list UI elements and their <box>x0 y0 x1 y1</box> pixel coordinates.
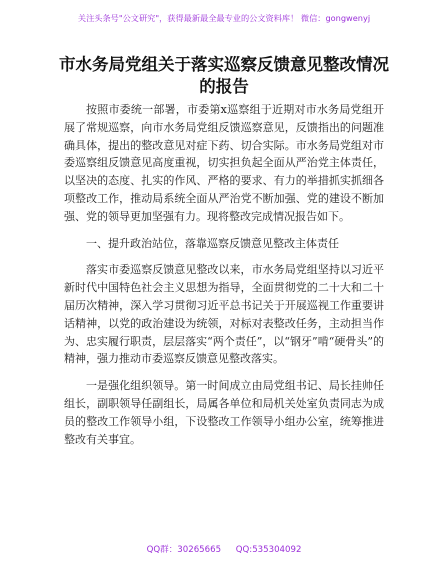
section-1-paragraph-1: 落实市委巡察反馈意见整改以来，市水务局党组坚持以习近平新时代中国特色社会主义思想为指导，全面贯彻党的二十大和二十届历次精神，深入学习贯彻习近平总书记关于开展巡视工作重要讲话精神，以党的政治建设为统领，对标对表整改任务，主动担当作为、忠实履行职责，层层落实“两个责任”，以“钢牙”啃“硬骨头”的精神，强力推动市委巡察反馈意见整改落实。 <box>64 263 384 366</box>
footer-contact <box>100 544 348 556</box>
intro-paragraph: 按照市委统一部署，市委第x巡察组于近期对市水务局党组开展了常规巡察，向市水务局党组反馈巡察意见，反馈指出的问题准确具体，提出的整改意见对症下药、切合实际。市水务局党组对市委巡察组反馈意见高度重视，切实担负起全面从严治党主体责任，以坚决的态度、扎实的作风、严格的要求、有力的举措抓实抓细各项整改工作，推动局系统全面从严治党不断加强、党的建设不断加强、党的领导更加坚强有力。现将整改完成情况报告如下。 <box>64 103 384 223</box>
section-1-paragraph-2: 一是强化组织领导。第一时间成立由局党组书记、局长挂帅任组长，副职领导任副组长，局属各单位和局机关处室负责同志为成员的整改工作领导小组，下设整改工作领导小组办公室，统筹推进整改有关事宜。 <box>64 379 384 446</box>
footer-qq: QQ:535304092 <box>235 545 302 555</box>
header-banner: 关注头条号"公文研究"，获得最新最全最专业的公文资料库！ 微信：gongwenyj <box>77 13 371 23</box>
title-line-1: 市水务局党组关于落实巡察反馈意见整改情况 <box>59 55 389 74</box>
section-1-heading: 一、提升政治站位，落靠巡察反馈意见整改主体责任 <box>86 236 339 250</box>
document-title <box>40 54 408 98</box>
footer-qq-group: QQ群：30265665 <box>146 545 222 555</box>
title-line-2: 的报告 <box>199 77 249 96</box>
document-body <box>64 101 384 448</box>
